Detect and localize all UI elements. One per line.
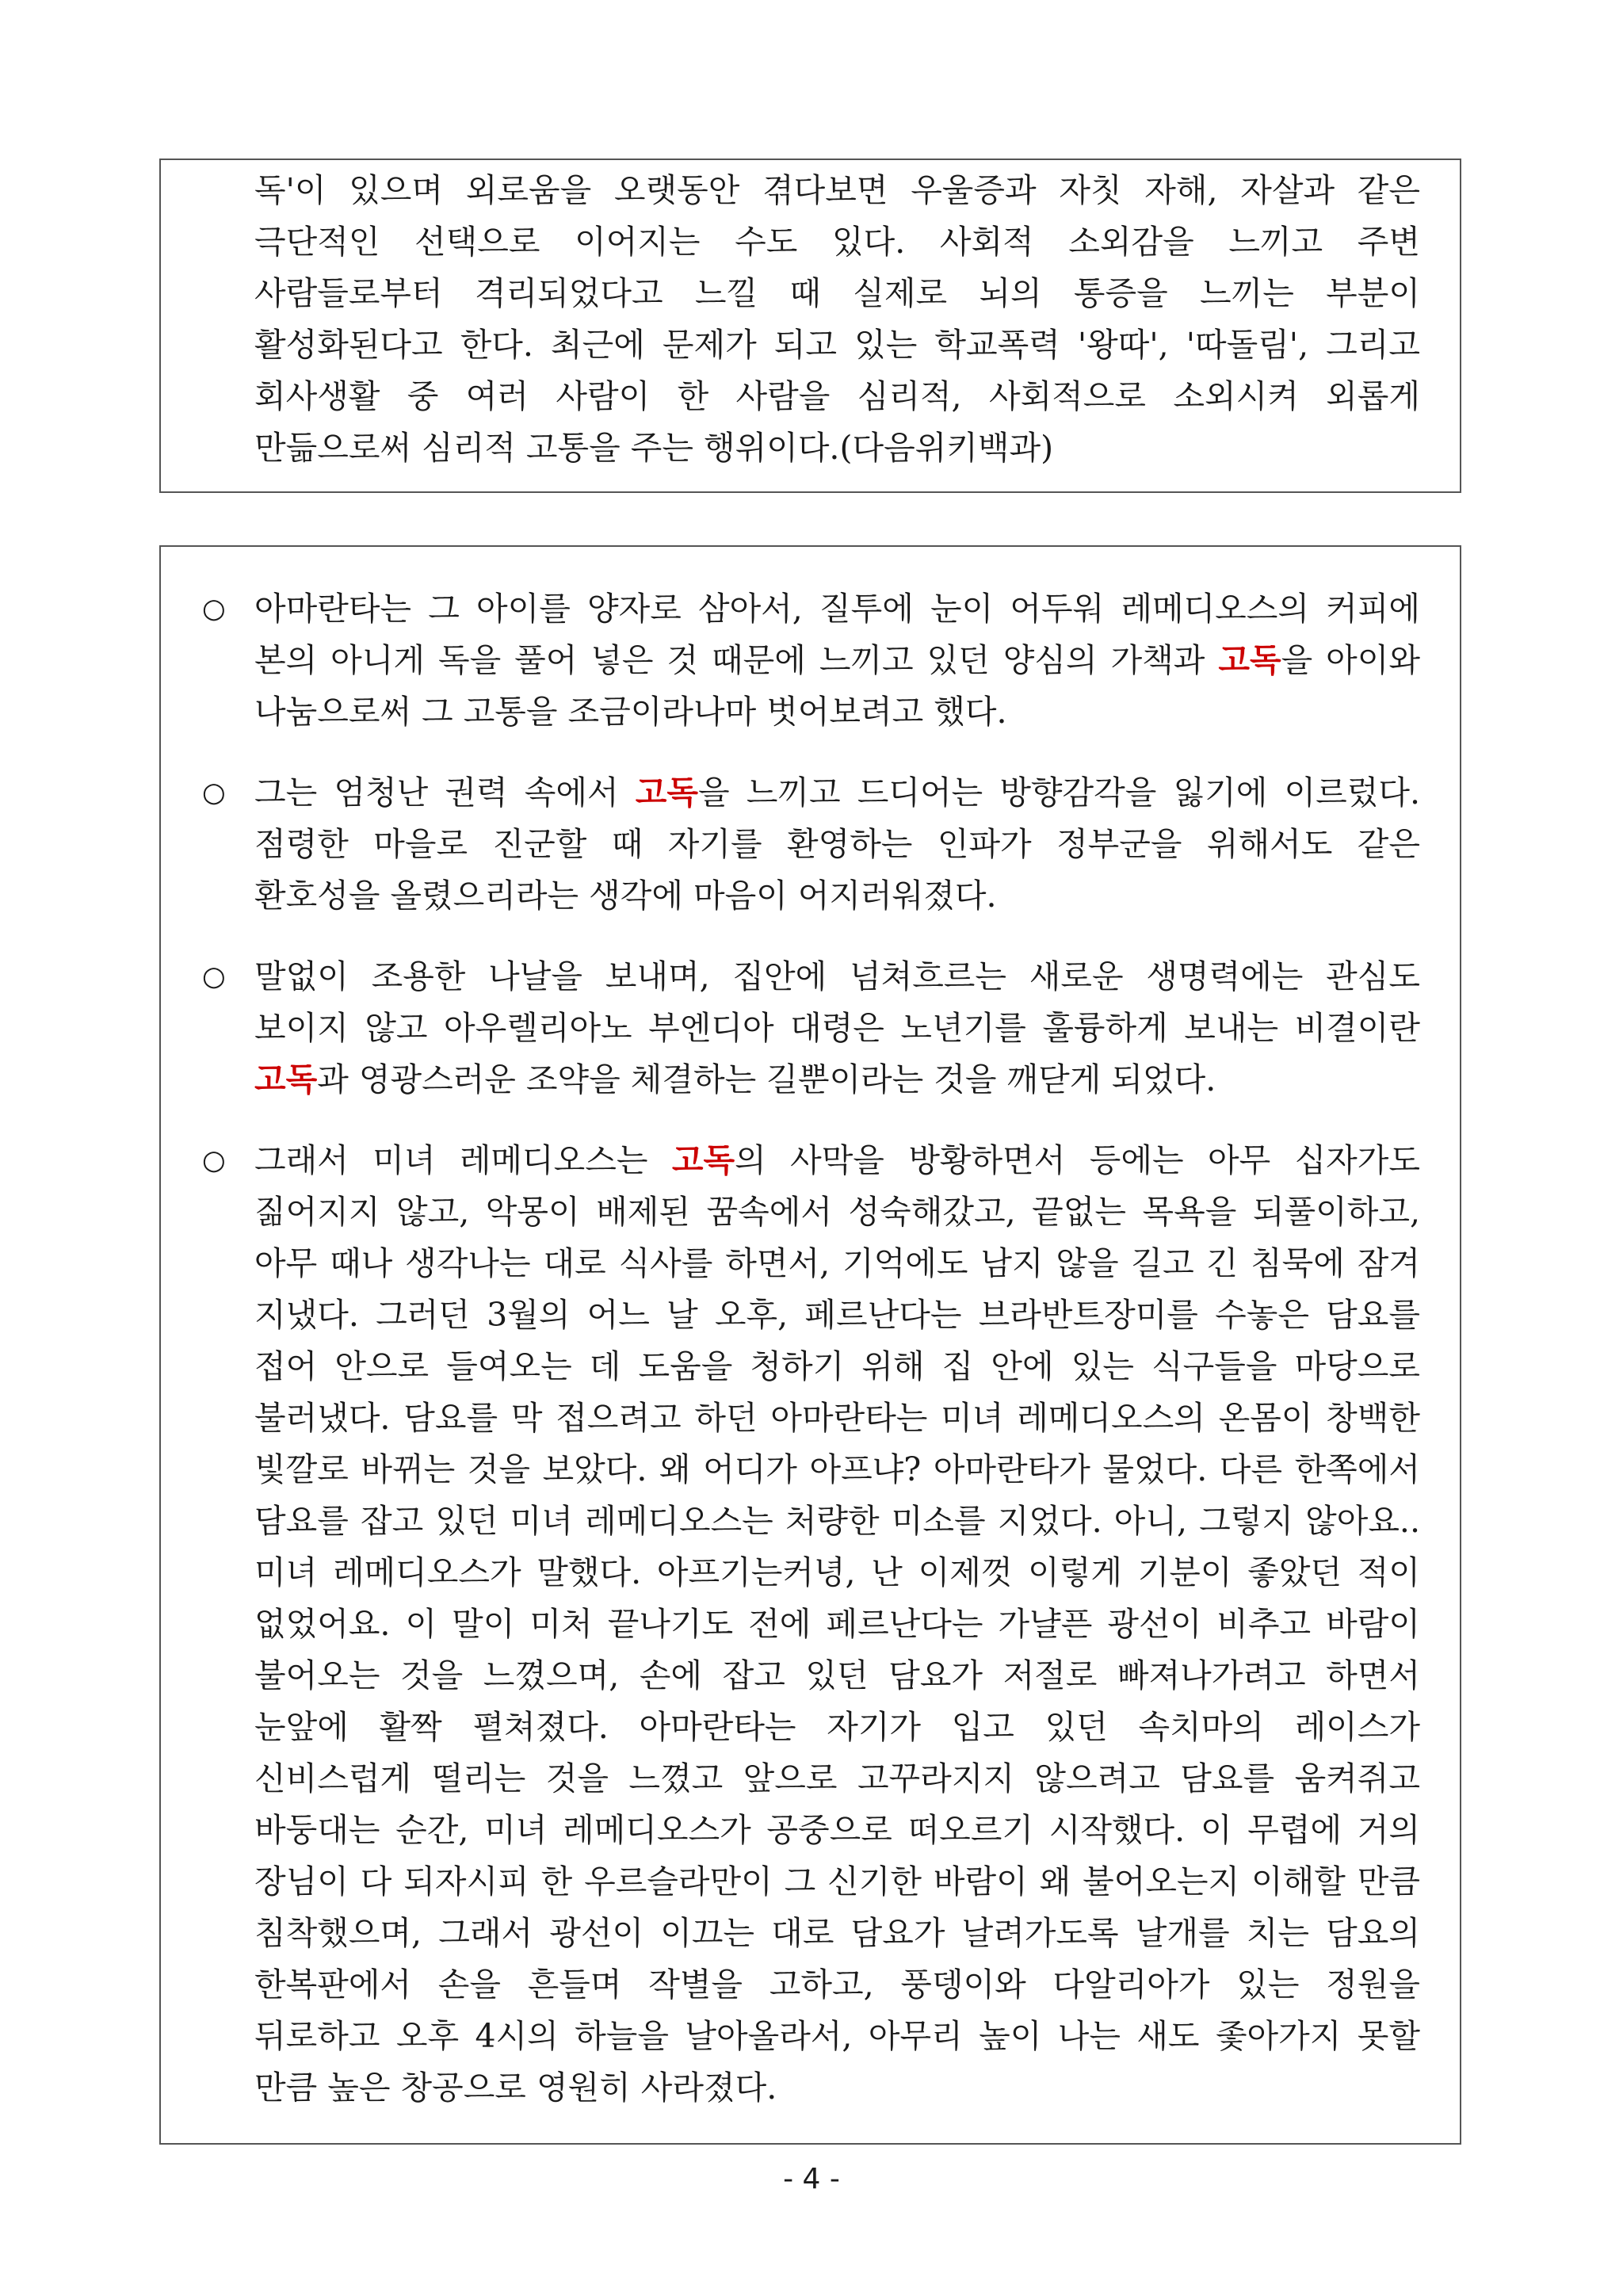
highlight-keyword: 고독 [254,1060,318,1098]
quote-text: 그는 엄청난 권력 속에서 [254,774,636,812]
page-number: - 4 - [783,2163,840,2195]
quote-text: 말없이 조용한 나날을 보내며, 집안에 넘쳐흐르는 새로운 생명력에는 관심도 보이지 않고 아우렐리아노 부엔디아 대령은 노년기를 훌륭하게 보내는 비결이란 [254,957,1420,1047]
highlight-keyword: 고독 [635,774,698,812]
quote-text: 의 사막을 방황하면서 등에는 아무 십자가도 짊어지지 않고, 악몽이 배제된 꿈속에서 성숙해갔고, 끝없는 목욕을 되풀이하고, 아무 때나 생각나는 대로 식사를 하면서, 기억에도 남지 않을 길고 긴 침묵에 잠겨 지냈다. 그러던 3월의 어느 날 오후, 페르난다는 브라반트장미를 수놓은 담요를 접어 안으로 들여오는 데 도움을 청하기 위해 집 안에 있는 식구들을 마당으로 불러냈다. 담요를 막 접으려고 하던 아마란타는 미녀 레메디오스의 온몸이 창백한 빛깔로 바뀌는 것을 보았다. 왜 어디가 아프냐? 아마란타가 물었다. 다른 한쪽에서 담요를 잡고 있던 미녀 레메디오스는 처량한 미소를 지었다. 아니, 그렇지 않아요.. 미녀 레메디오스가 말했다. 아프기는커녕, 난 이제껏 이렇게 기분이 좋았던 적이 없었어요. 이 말이 미처 끝나기도 전에 페르난다는 가냘픈 광선이 비추고 바람이 불어오는 것을 느꼈으며, 손에 잡고 있던 담요가 저절로 빠져나가려고 하면서 눈앞에 활짝 펼쳐졌다. 아마란타는 자기가 입고 있던 속치마의 레이스가 신비스럽게 떨리는 것을 느꼈고 앞으로 고꾸라지지 않으려고 담요를 움켜쥐고 바둥대는 순간, 미녀 레메디오스가 공중으로 떠오르기 시작했다. 이 무렵에 거의 장님이 다 되자시피 한 우르슬라만이 그 신기한 바람이 왜 불어오는지 이해할 만큼 침착했으며, 그래서 광선이 이끄는 대로 담요가 날려가도록 날개를 치는 담요의 한복판에서 손을 흔들며 작별을 고하고, 풍뎅이와 다알리아가 있는 정원을 뒤로하고 오후 4시의 하늘을 날아올라서, 아무리 높이 나는 새도 좇아가지 못할 만큼 높은 창공으로 영원히 사라졌다. [254,1141,1420,2107]
quote-paragraph [254,767,1420,922]
quotes-box [159,545,1461,2145]
bullet-circle-icon: ○ [202,593,226,625]
bullet-circle-icon: ○ [202,961,226,992]
quote-item [200,583,1420,738]
bullet-circle-icon: ○ [202,1144,226,1176]
quote-text: 그래서 미녀 레메디오스는 [254,1141,672,1179]
quote-text: 과 영광스러운 조약을 체결하는 길뿐이라는 것을 깨닫게 되었다. [317,1060,1216,1098]
quote-text: 아마란타는 그 아이를 양자로 삼아서, 질투에 눈이 어두워 레메디오스의 커피에 본의 아니게 독을 풀어 넣은 것 때문에 느끼고 있던 양심의 가책과 [254,590,1420,679]
quote-paragraph [254,1135,1420,2114]
highlight-keyword: 고독 [671,1141,735,1179]
quote-item [200,1135,1420,2114]
quote-item [200,951,1420,1106]
quote-paragraph [254,951,1420,1106]
highlight-keyword: 고독 [1218,641,1281,679]
definition-box [159,159,1461,493]
quote-item [200,767,1420,922]
quote-text: 을 느끼고 드디어는 방향감각을 잃기에 이르렀다. 점령한 마을로 진군할 때 자기를 환영하는 인파가 정부군을 위해서도 같은 환호성을 올렸으리라는 생각에 마음이 어지러워졌다. [254,774,1420,915]
bullet-circle-icon: ○ [202,777,226,808]
definition-paragraph: 독'이 있으며 외로움을 오랫동안 겪다보면 우울증과 자칫 자해, 자살과 같은 극단적인 선택으로 이어지는 수도 있다. 사회적 소외감을 느끼고 주변 사람들로부터 격리되었다고 느낄 때 실제로 뇌의 통증을 느끼는 부분이 활성화된다고 한다. 최근에 문제가 되고 있는 학교폭력 '왕따', '따돌림', 그리고 회사생활 중 여러 사람이 한 사람을 심리적, 사회적으로 소외시켜 외롭게 만듦으로써 심리적 고통을 주는 행위이다.(다음위키백과) [254,171,1420,467]
quote-paragraph [254,583,1420,738]
quote-text: 을 아이와 나눔으로써 그 고통을 조금이라나마 벗어보려고 했다. [254,641,1420,731]
